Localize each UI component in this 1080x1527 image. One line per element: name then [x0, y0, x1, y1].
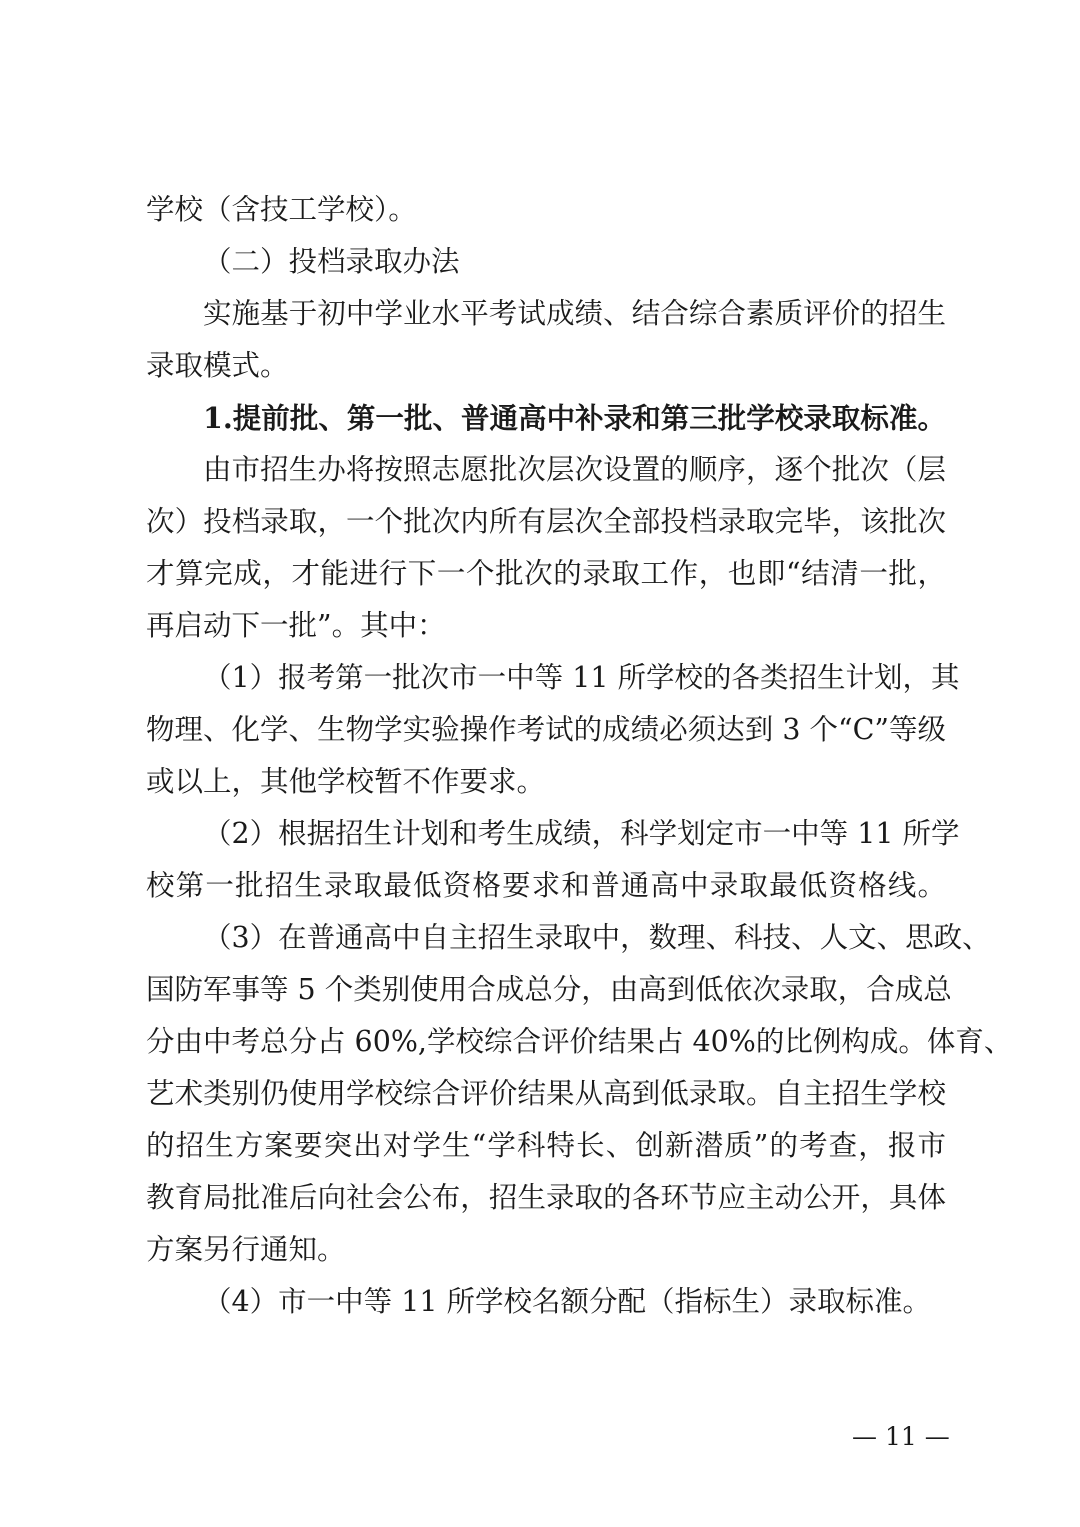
- subsection-heading: 1.提前批、第一批、普通高中补录和第三批学校录取标准。: [203, 401, 946, 435]
- body-line: 教育局批准后向社会公布，招生录取的各环节应主动公开，具体: [146, 1181, 946, 1214]
- body-line: 或以上，其他学校暂不作要求。: [146, 765, 546, 798]
- body-line: 由市招生办将按照志愿批次层次设置的顺序，逐个批次（层: [203, 453, 946, 486]
- body-line: 国防军事等 5 个类别使用合成总分，由高到低依次录取，合成总: [146, 973, 952, 1006]
- body-line: （1）报考第一批次市一中等 11 所学校的各类招生计划，其: [203, 661, 960, 694]
- page-number: — 11 —: [852, 1422, 950, 1451]
- body-line: （3）在普通高中自主招生录取中，数理、科技、人文、思政、: [203, 921, 991, 954]
- body-line: （4）市一中等 11 所学校名额分配（指标生）录取标准。: [203, 1285, 932, 1318]
- body-line: 方案另行通知。: [146, 1233, 346, 1266]
- body-line: 艺术类别仍使用学校综合评价结果从高到低录取。自主招生学校: [146, 1077, 946, 1110]
- document-body: [146, 184, 1013, 1328]
- body-line: 再启动下一批”。其中：: [146, 609, 446, 642]
- body-line: 物理、化学、生物学实验操作考试的成绩必须达到 3 个“C”等级: [146, 713, 946, 746]
- body-line: 实施基于初中学业水平考试成绩、结合综合素质评价的招生: [203, 297, 946, 330]
- section-heading: （二）投档录取办法: [203, 245, 460, 278]
- body-line: （2）根据招生计划和考生成绩，科学划定市一中等 11 所学: [203, 817, 960, 850]
- body-line: 次）投档录取，一个批次内所有层次全部投档录取完毕，该批次: [146, 505, 946, 538]
- body-line: 校第一批招生录取最低资格要求和普通高中录取最低资格线。: [146, 869, 946, 902]
- body-line: 才算完成，才能进行下一个批次的录取工作，也即“结清一批，: [146, 557, 946, 590]
- body-line: 学校（含技工学校）。: [146, 193, 417, 226]
- body-line: 录取模式。: [146, 349, 289, 382]
- body-line: 分由中考总分占 60%,学校综合评价结果占 40%的比例构成。体育、: [146, 1025, 1013, 1058]
- body-line: 的招生方案要突出对学生“学科特长、创新潜质”的考查，报市: [146, 1129, 946, 1162]
